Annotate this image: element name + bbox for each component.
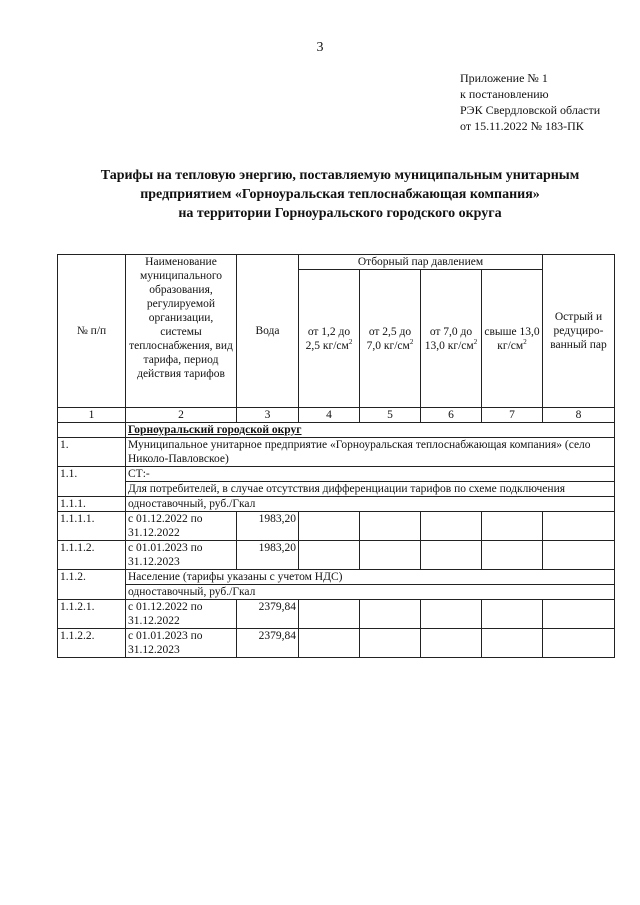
steam-2-sup: 2 bbox=[409, 337, 414, 346]
empty-cell bbox=[299, 600, 360, 629]
header-steam-2 bbox=[360, 270, 421, 408]
steam-4-label: свыше 13,0 кг/см bbox=[484, 325, 540, 352]
row-text: Для потребителей, в случае отсутствия дифференциации тарифов по схеме подключения bbox=[126, 482, 615, 497]
empty-cell bbox=[360, 512, 421, 541]
empty-cell bbox=[299, 629, 360, 658]
row-text: Муниципальное унитарное предприятие «Горноуральская теплоснабжающая компания» (село Николо-Павловское) bbox=[126, 438, 615, 467]
appendix-line-4: от 15.11.2022 № 183-ПК bbox=[460, 119, 584, 133]
table-row bbox=[58, 570, 615, 585]
steam-3-sup: 2 bbox=[473, 337, 478, 346]
row-num: 1.1.1.2. bbox=[58, 541, 126, 570]
water-value: 2379,84 bbox=[237, 600, 299, 629]
col-number: 5 bbox=[360, 408, 421, 423]
col-number: 3 bbox=[237, 408, 299, 423]
col-number: 1 bbox=[58, 408, 126, 423]
header-steam-3 bbox=[421, 270, 482, 408]
col-number: 8 bbox=[543, 408, 615, 423]
column-number-row bbox=[58, 408, 615, 423]
col-number: 4 bbox=[299, 408, 360, 423]
empty-cell bbox=[543, 512, 615, 541]
col-number: 6 bbox=[421, 408, 482, 423]
table-row bbox=[58, 467, 615, 482]
empty-cell bbox=[299, 541, 360, 570]
row-num: 1.1.1.1. bbox=[58, 512, 126, 541]
empty-cell bbox=[360, 541, 421, 570]
empty-cell bbox=[58, 423, 126, 438]
empty-cell bbox=[421, 629, 482, 658]
row-num: 1.1.2.2. bbox=[58, 629, 126, 658]
empty-cell bbox=[482, 600, 543, 629]
section-row bbox=[58, 423, 615, 438]
steam-2-label: от 2,5 до 7,0 кг/см bbox=[366, 325, 412, 352]
empty-cell bbox=[360, 600, 421, 629]
empty-cell bbox=[360, 629, 421, 658]
row-text: с 01.12.2022 по 31.12.2022 bbox=[126, 512, 237, 541]
row-num: 1. bbox=[58, 438, 126, 467]
section-title: Горноуральский городской округ bbox=[126, 423, 615, 438]
appendix-line-1: Приложение № 1 bbox=[460, 71, 548, 85]
header-steam-4 bbox=[482, 270, 543, 408]
water-value: 2379,84 bbox=[237, 629, 299, 658]
empty-cell bbox=[543, 600, 615, 629]
table-row bbox=[58, 629, 615, 658]
table-row bbox=[58, 585, 615, 600]
empty-cell bbox=[543, 629, 615, 658]
header-steam-1 bbox=[299, 270, 360, 408]
document-title bbox=[60, 166, 620, 223]
table-row bbox=[58, 482, 615, 497]
table-row bbox=[58, 600, 615, 629]
row-text: с 01.12.2022 по 31.12.2022 bbox=[126, 600, 237, 629]
empty-cell bbox=[482, 512, 543, 541]
header-num: № п/п bbox=[58, 255, 126, 408]
table-row bbox=[58, 541, 615, 570]
title-line-2: предприятием «Горноуральская теплоснабжающая компания» bbox=[140, 187, 540, 202]
empty-cell bbox=[299, 512, 360, 541]
empty-cell bbox=[421, 600, 482, 629]
steam-4-sup: 2 bbox=[523, 337, 527, 346]
row-num: 1.1. bbox=[58, 467, 126, 497]
page-number: 3 bbox=[316, 40, 324, 55]
empty-cell bbox=[543, 541, 615, 570]
title-line-1: Тарифы на тепловую энергию, поставляемую муниципальным унитарным bbox=[100, 168, 580, 183]
row-text: с 01.01.2023 по 31.12.2023 bbox=[126, 541, 237, 570]
appendix-line-2: к постановлению bbox=[460, 87, 549, 101]
row-text: СТ:- bbox=[126, 467, 615, 482]
row-text: одноставочный, руб./Гкал bbox=[126, 585, 615, 600]
water-value: 1983,20 bbox=[237, 541, 299, 570]
tariff-table bbox=[57, 254, 615, 658]
empty-cell bbox=[482, 541, 543, 570]
header-water: Вода bbox=[237, 255, 299, 408]
header-name: Наименование муниципального образования, регулируемой организации, системы теплоснабжения, вид тарифа, период действия тарифов bbox=[126, 255, 237, 408]
row-num: 1.1.2. bbox=[58, 570, 126, 600]
empty-cell bbox=[421, 512, 482, 541]
col-number: 7 bbox=[482, 408, 543, 423]
steam-1-label: от 1,2 до 2,5 кг/см bbox=[305, 325, 351, 352]
row-num: 1.1.1. bbox=[58, 497, 126, 512]
table-row bbox=[58, 497, 615, 512]
row-text: Население (тарифы указаны с учетом НДС) bbox=[126, 570, 615, 585]
title-line-3: на территории Горноуральского городского округа bbox=[178, 206, 502, 221]
table-row bbox=[58, 512, 615, 541]
header-sharp-steam: Острый и редуциро-ванный пар bbox=[543, 255, 615, 408]
steam-1-sup: 2 bbox=[348, 337, 353, 346]
row-text: с 01.01.2023 по 31.12.2023 bbox=[126, 629, 237, 658]
empty-cell bbox=[482, 629, 543, 658]
appendix-block bbox=[460, 70, 600, 134]
empty-cell bbox=[421, 541, 482, 570]
row-num: 1.1.2.1. bbox=[58, 600, 126, 629]
appendix-line-3: РЭК Свердловской области bbox=[460, 103, 601, 117]
col-number: 2 bbox=[126, 408, 237, 423]
header-steam-group: Отборный пар давлением bbox=[299, 255, 543, 270]
steam-3-label: от 7,0 до 13,0 кг/см bbox=[424, 325, 474, 352]
row-text: одноставочный, руб./Гкал bbox=[126, 497, 615, 512]
water-value: 1983,20 bbox=[237, 512, 299, 541]
table-row bbox=[58, 438, 615, 467]
